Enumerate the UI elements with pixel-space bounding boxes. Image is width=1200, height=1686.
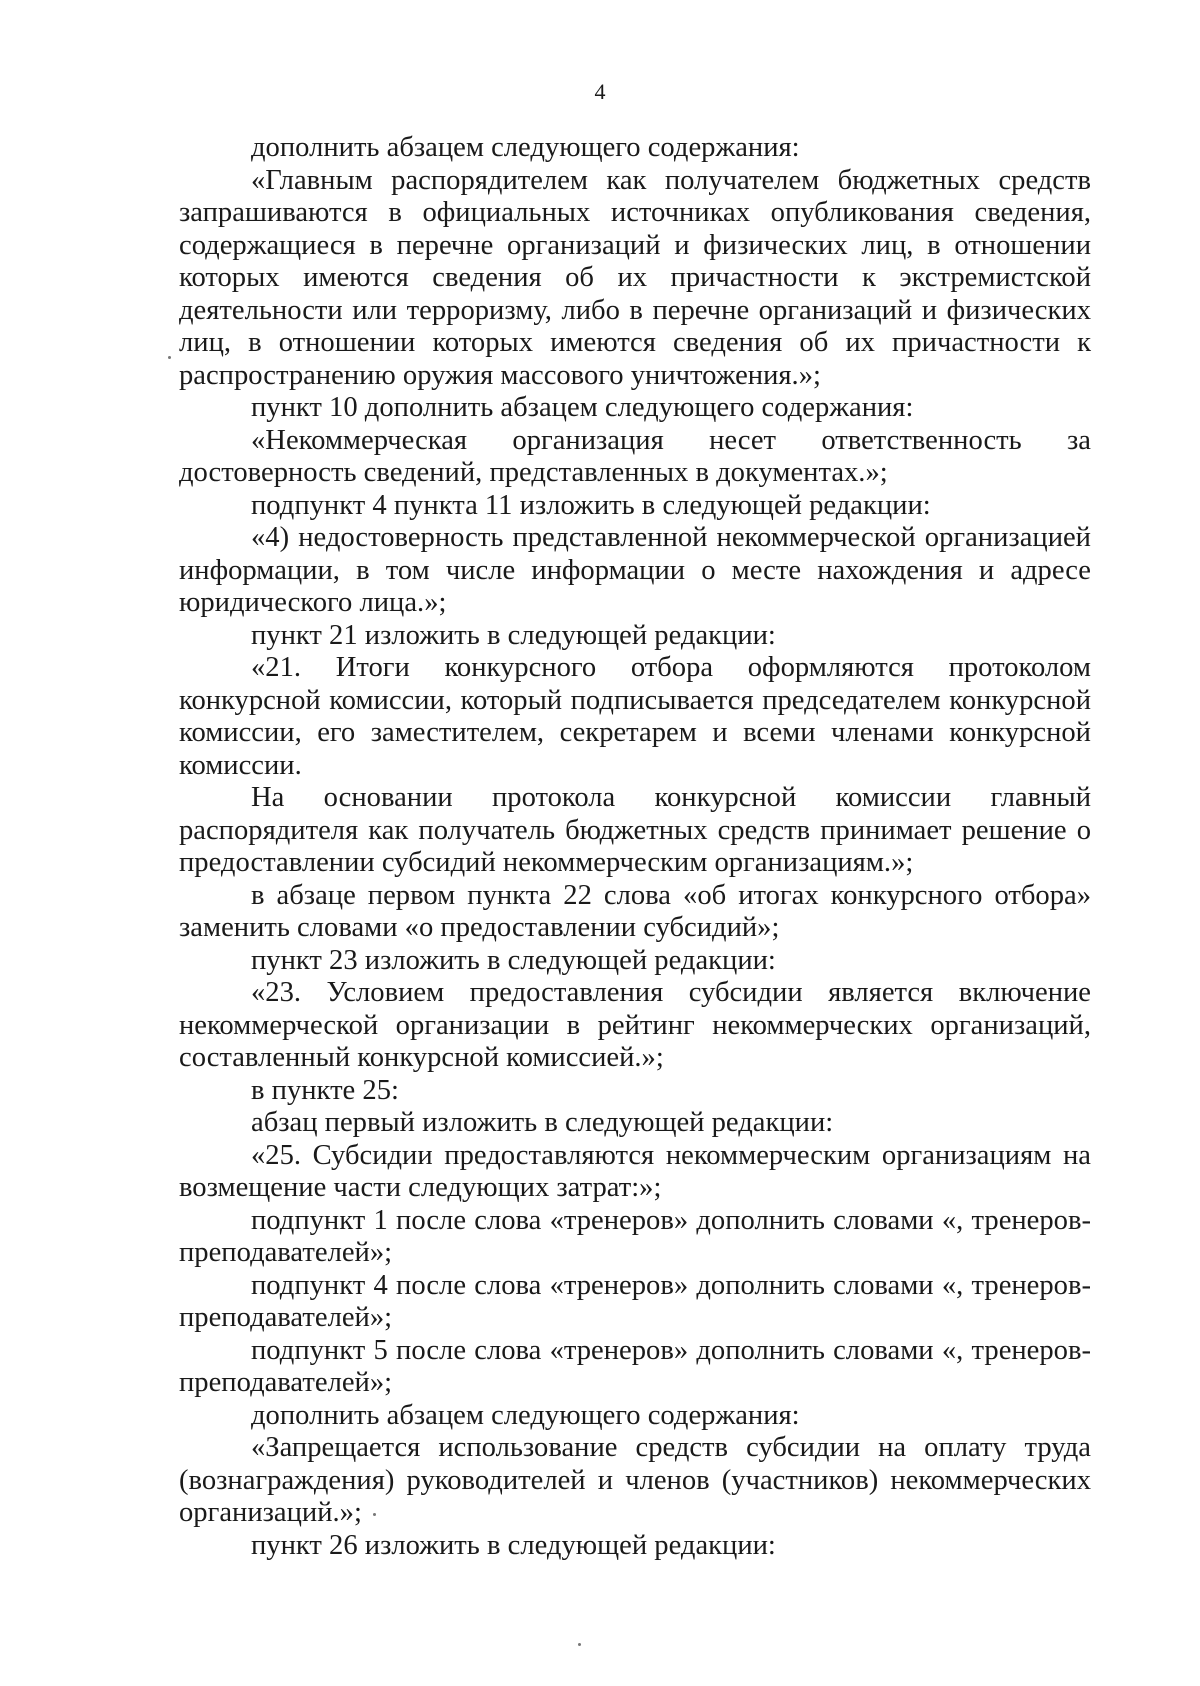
paragraph: «Некоммерческая организация несет ответственность за достоверность сведений, представленных в документах.»; bbox=[179, 424, 1091, 488]
paragraph: дополнить абзацем следующего содержания: bbox=[251, 132, 800, 163]
paragraph: пункт 10 дополнить абзацем следующего содержания: bbox=[251, 392, 914, 423]
paragraph: «23. Условием предоставления субсидии является включение некоммерческой организации в рейтинг некоммерческих организаций, составленный конкурсной комиссией.»; bbox=[179, 977, 1091, 1073]
paragraph: в абзаце первом пункта 22 слова «об итогах конкурсного отбора» заменить словами «о предоставлении субсидий»; bbox=[179, 879, 1091, 943]
paragraph: пункт 23 изложить в следующей редакции: bbox=[251, 944, 776, 976]
scan-speck bbox=[373, 1513, 376, 1516]
paragraph: подпункт 4 пункта 11 изложить в следующей редакции: bbox=[251, 489, 931, 521]
paragraph: «Главным распорядителем как получателем бюджетных средств запрашиваются в официальных источниках опубликования сведения, содержащиеся в перечне организаций и физических лиц, в отношении которых имеются сведения об их причастности к экстремистской деятельности или терроризму, либо в перечне организаций и физических лиц, в отношении которых имеются сведения об их причастности к распространению оружия массового уничтожения.»; bbox=[179, 164, 1091, 391]
paragraph: пункт 21 изложить в следующей редакции: bbox=[251, 619, 776, 651]
scan-speck bbox=[578, 1643, 581, 1646]
paragraph: подпункт 4 после слова «тренеров» дополнить словами «, тренеров-преподавателей»; bbox=[179, 1269, 1091, 1333]
paragraph: подпункт 5 после слова «тренеров» дополнить словами «, тренеров-преподавателей»; bbox=[179, 1334, 1091, 1398]
paragraph: абзац первый изложить в следующей редакции: bbox=[251, 1107, 834, 1138]
page-number: 4 bbox=[594, 79, 606, 104]
paragraph: «21. Итоги конкурсного отбора оформляются протоколом конкурсной комиссии, который подписывается председателем конкурсной комиссии, его заместителем, секретарем и всеми членами конкурсной комиссии. bbox=[179, 652, 1091, 781]
paragraph: На основании протокола конкурсной комиссии главный распорядителя как получатель бюджетных средств принимает решение о предоставлении субсидий некоммерческим организациям.»; bbox=[179, 782, 1091, 878]
paragraph: дополнить абзацем следующего содержания: bbox=[251, 1399, 800, 1431]
paragraph: «25. Субсидии предоставляются некоммерческим организациям на возмещение части следующих затрат:»; bbox=[179, 1139, 1091, 1203]
paragraph: «Запрещается использование средств субсидии на оплату труда (вознаграждения) руководителей и членов (участников) некоммерческих организаций.»; bbox=[179, 1432, 1091, 1528]
scan-speck bbox=[168, 356, 171, 359]
paragraph: пункт 26 изложить в следующей редакции: bbox=[251, 1529, 776, 1561]
document-body bbox=[179, 132, 1091, 1562]
paragraph: подпункт 1 после слова «тренеров» дополнить словами «, тренеров-преподавателей»; bbox=[179, 1204, 1091, 1268]
paragraph: в пункте 25: bbox=[251, 1074, 399, 1106]
paragraph: «4) недостоверность представленной некоммерческой организацией информации, в том числе информации о месте нахождения и адресе юридического лица.»; bbox=[179, 522, 1091, 618]
